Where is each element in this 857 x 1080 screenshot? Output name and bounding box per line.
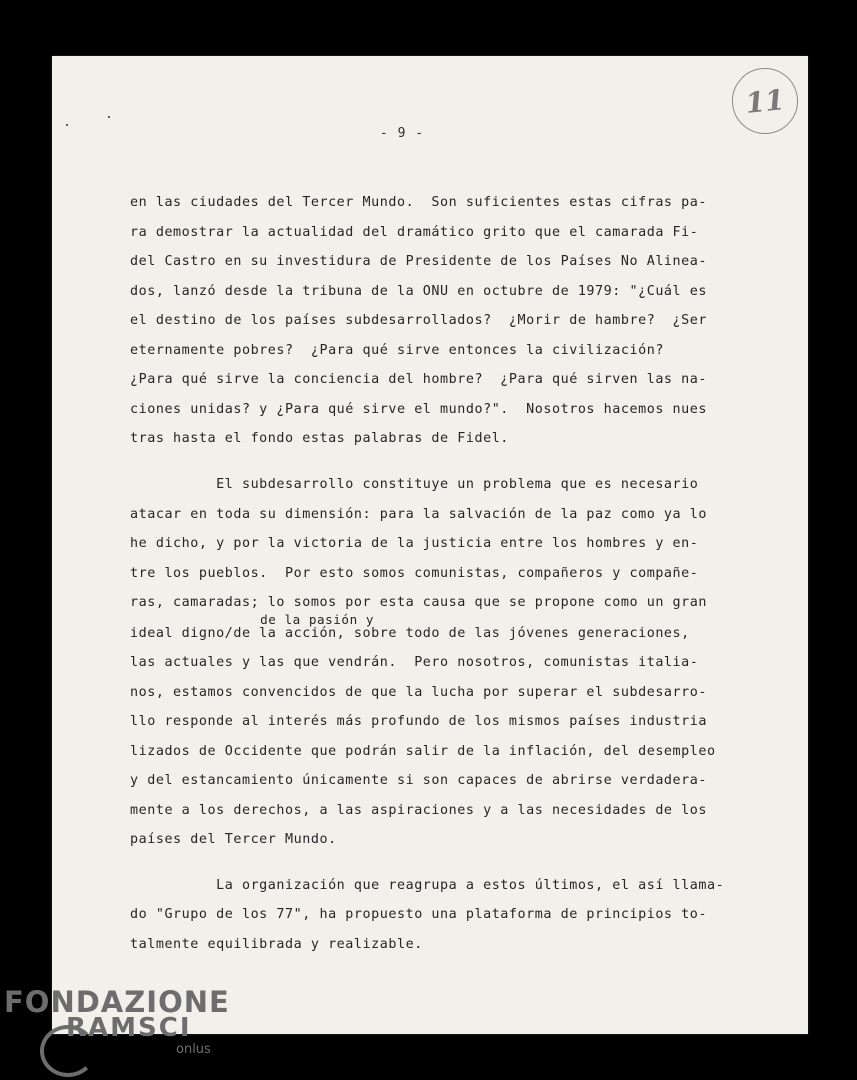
watermark-line-1: FONDAZIONE: [4, 985, 230, 1019]
text-line: el destino de los países subdesarrollados? ¿Morir de hambre? ¿Ser: [130, 313, 707, 328]
text-line: las actuales y las que vendrán. Pero nosotros, comunistas italia-: [130, 655, 699, 670]
text-line: mente a los derechos, a las aspiraciones y a las necesidades de los: [130, 803, 707, 818]
text-line: tre los pueblos. Por esto somos comunistas, compañeros y compañe-: [130, 566, 699, 581]
text-line: ¿Para qué sirve la conciencia del hombre? ¿Para qué sirven las na-: [130, 372, 707, 387]
foundation-watermark: [4, 985, 230, 1057]
text-line: llo responde al interés más profundo de los mismos países industria: [130, 714, 707, 729]
text-line: tras hasta el fondo estas palabras de Fidel.: [130, 431, 509, 446]
text-line: ciones unidas? y ¿Para qué sirve el mundo?". Nosotros hacemos nues: [130, 402, 707, 417]
document-page: [52, 56, 808, 1034]
text-line: ra demostrar la actualidad del dramático grito que el camarada Fi-: [130, 225, 699, 240]
text-line: do "Grupo de los 77", ha propuesto una plataforma de principios to-: [130, 907, 707, 922]
text-line: he dicho, y por la victoria de la justicia entre los hombres y en-: [130, 536, 699, 551]
archive-stamp: 11: [729, 65, 802, 138]
text-line: atacar en toda su dimensión: para la salvación de la paz como ya lo: [130, 507, 707, 522]
text-line: países del Tercer Mundo.: [130, 832, 337, 847]
text-line: en las ciudades del Tercer Mundo. Son suficientes estas cifras pa-: [130, 195, 707, 210]
text-line: nos, estamos convencidos de que la lucha por superar el subdesarro-: [130, 685, 707, 700]
text-line: talmente equilibrada y realizable.: [130, 937, 423, 952]
text-line: El subdesarrollo constituye un problema que es necesario: [130, 477, 699, 492]
text-line: ras, camaradas; lo somos por esta causa que se propone como un gran: [130, 595, 707, 610]
text-line: dos, lanzó desde la tribuna de la ONU en octubre de 1979: "¿Cuál es: [130, 284, 707, 299]
text-line: ideal digno/de la acción, sobre todo de las jóvenes generaciones,: [130, 626, 690, 641]
watermark-line-2: RAMSCI: [66, 1013, 192, 1043]
page-number: - 9 -: [379, 126, 425, 141]
text-line: eternamente pobres? ¿Para qué sirve entonces la civilización?: [130, 343, 664, 358]
paper-speck: [108, 116, 110, 118]
text-line: La organización que reagrupa a estos últimos, el así llama-: [130, 878, 725, 893]
text-line: del Castro en su investidura de Presidente de los Países No Alinea-: [130, 254, 707, 269]
watermark-line-3: onlus: [176, 1042, 211, 1057]
text-line: lizados de Occidente que podrán salir de la inflación, del desempleo: [130, 744, 716, 759]
interlinear-insertion: de la pasión y: [130, 612, 374, 627]
text-line: y del estancamiento únicamente si son capaces de abrirse verdadera-: [130, 773, 707, 788]
